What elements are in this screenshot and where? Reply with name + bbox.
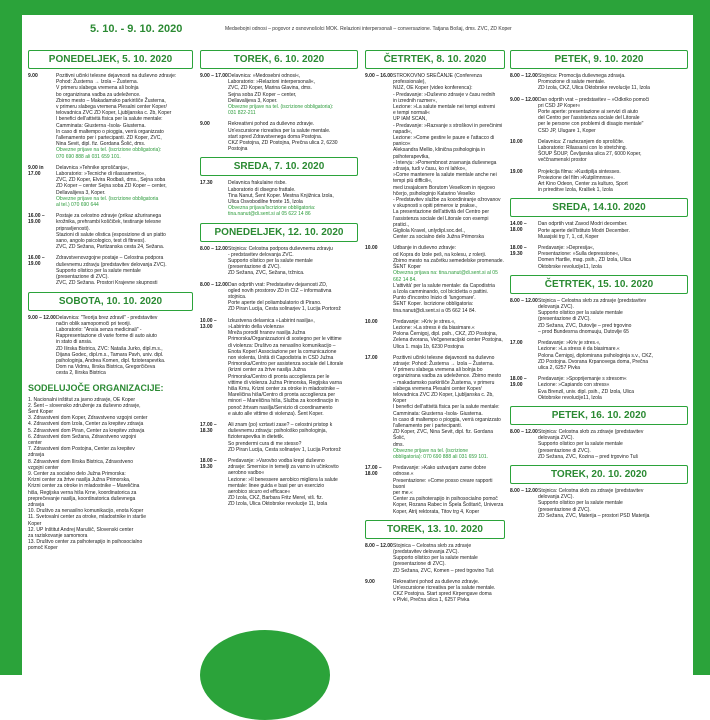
event-time: 8.00 – 12.00 (510, 73, 538, 79)
event (28, 315, 193, 377)
event (365, 579, 505, 604)
organizations-title: SODELUJOČE ORGANIZACIJE: (28, 382, 164, 393)
event-time: 19.00 (510, 168, 523, 175)
event (510, 429, 688, 460)
day-header: PETEK, 9. 10. 2020 (510, 50, 688, 69)
event (365, 543, 505, 574)
event-registration: Obvezna prijava/Iscrizione obbligatoria: tina.nanut@di.sent.si al 05 622 14 86 (228, 205, 316, 218)
event (510, 73, 688, 92)
event-description: Stojnica – Celostna skrb za zdravje (predstavitev delovanja ZVC). Supporto olistico per la salute mentale (presentazione di ZVC). ZD Sežana, ZVC, Komen – pred trgovino Tuš (393, 542, 494, 574)
day-header: ČETRTEK, 15. 10. 2020 (510, 275, 688, 294)
event-time: 9.00 – 17.00 (200, 73, 228, 79)
event (200, 318, 358, 417)
event-description: Projekcija filma: »Kustipilja sintesses. Proiezione del film »Kutpilmnnse«. Art Kino Odeon, Center za kulturo, Sport in prireditve Izola, Kralšek 1, Izola (538, 168, 628, 194)
event-time: 17.00 – 18.00 (365, 465, 382, 478)
event-description: Delavnica: »Medosebni odnosi«, Laboratorio: »Relazioni interpersonali«, ZVC, ZD Koper, Marina Glavina, dms. Sejna soba ZD Koper – center, Dellavalijeva 3, Koper. (228, 73, 315, 104)
day-header: PETEK, 16. 10. 2020 (510, 406, 688, 425)
event-description: Delavnica: Z raztezanjem do sproščite. Laboratorio: Rilassarsi con lo stretching. ŠOUP ŠOUP, Čevljarska ulica 27, 6000 Koper, veččnamenski prostor (538, 138, 642, 164)
event (200, 121, 358, 152)
event (200, 246, 358, 277)
event-description: Rekreativni pohod za duševno zdravje. Un'escursione ricreativa per la salute mentale. CKZ Postojna. Start spred Kirpengave doma v Pivki, Prečna ulica 1, 6257 Pivka (393, 578, 496, 604)
organizations-list: 1. Nacionalni inštitut za javno zdravje, OE Koper 2. Šent – slovensko združenje za duševno zdravje, Šent Koper 3. Zdravstveni dom Koper, Zdravstveno vzgojni center 4. Zdravstveni dom Izola, Center za krepitev zdravja 5. Zdravstveni dom Piran, Center za krepitev zdravja 6. Zdravstveni dom Sežana, Zdravstveno vzgojni center 7. Zdravstveni dom Postojna, Center za krepitev zdravja 8. Zdravstveni dom Ilirska Bistrica, Zdravstveno vzgojni center 9. Center za socialno delo Južna Primorska: Krizni center za žrtve nasilja Južna Primorska, Krizni center za otroke in mladostnike – Mareličina hiša, Regijska verna hiša Krne, koordinatorica za preprečevanje nasilja, koordinatorica duševnega zdravja 10. Društvo za nenasilno komunikacijo, enota Koper 11. Svetovalni center za otroke, mladostnike in starše Koper 12. UP Inštitut Andrej Marušič, Slovenski center za raziskovanje samomora 13. Društvo center za psihoterapijo in psihosocialno pomoč Koper (28, 396, 148, 552)
event-description: Dan odprtih vrat Zavod Modri december. Porte aperte dell'Istituto Modri December. Muasjski trg 7, 1, cd, Koper (538, 221, 630, 240)
event-description: Stojnica: Celostna skrb za zdravje (predstavitev delovanja ZVC). Supporto olistico per la salute mentale (presentazione di ZVC). ZD Sežana, ZVC, Materija – prostori PSD Materija (538, 487, 650, 519)
day-header: ČETRTEK, 8. 10. 2020 (365, 50, 505, 69)
event-description: Predavanje: »Kriv je stres.«, Lezione: »La stress è da biasimare.« Polona Černigoj, dipl. psih., CKZ, ZD Postojna, Zelena dvorana, Večgeneracijski center Postojna, Ulica 1. maja 1b, 6230 Postojna (393, 318, 503, 350)
event-description: Udbanje in duševno zdravje: od Kopra do Izole peš, na kolesu, z rolerji. Zbirno mesto na začetku semedelske promenade. ŠENT Koper (393, 245, 504, 271)
event (200, 282, 358, 313)
schedule-column-2 (200, 50, 358, 513)
top-summary-row (22, 15, 693, 42)
event-time: 16.00 – 19.00 (28, 255, 45, 268)
event (365, 355, 505, 460)
event (200, 180, 358, 217)
event-description: Pozitivni učinki telesne dejavnosti na duševno zdravje: Pohod: Žusterna → Izola – Žusterna. V primeru slabega vremena ali bolnja bo organizirana vadba za udeležence. Zbirno mesto – makadamsko parkirišče Žusterna, v primeru slabega vremena Plesalni center Koper/ telovadnica ZVC ZD Koper, Ljubljanska c. 2b, Koper I benefici dell'attività fisica per la salute mentale: Camminata: Giusterna -Isola- Giusterna. In caso di maltempo o pioggia, verrà organizzato l'allenamento per i partecipanti. ZD Koper, ZVC, Nina Sevit, dipl. fiz. Gordana Šolić, dms. (393, 354, 502, 448)
event-description: Delavnica frakulaine risbe. Laboratorio di disegno frattale. Tina Nanut, Šent Koper. Mestna Knjižnica Izola, Ulica Osvobodilne fronte 15, Izola (228, 180, 334, 206)
event-description: Stojnica: Promocija duševnega zdravja. Promozione di salute mentale. ZD Izola, CKZ, Ulica Oktobrske revolucije 11, Izola (538, 73, 650, 92)
event-time: 18.00 – 19.30 (200, 457, 217, 470)
event (28, 73, 193, 160)
top-date-range: 5. 10. - 9. 10. 2020 (90, 22, 183, 35)
event-time: 8.00 – 12.00 (365, 542, 393, 549)
event (365, 73, 505, 240)
event-time: 9.00 – 12.00 (510, 96, 538, 103)
event-description: Predavanje: »Kako ustvarjam zame dobre odnose.« Presentazione: »Come posso creare rapporti buoni per me.« Center za psihoterapijo in psihosocialno pomoč Koper, Rozana Rabec in Špela Šoštarič, Univerza Koper, Atrij rektorata, Titov trg 4, Koper (393, 465, 504, 515)
day-header: PONEDELJEK, 5. 10. 2020 (28, 50, 193, 69)
event-time: 8.00 – 12.00 (510, 428, 538, 435)
event-description: Izkustvena delavnica »Labirint nasilja«, »Labirinto della violenza« Mreža porodil hranov nasilja Južna Primorska/Organizzazioni di sostegno per le vittime di violenza: Društvo za nenasilno komunikacijo – Enota Koper/ Associazione per la comunicazione non violenta, Unità di Capodistria in CSD Južna Primorska/Centro per assistenza sociale del Litorale (krizni center za žrtve nasilja Južna Primorska/Centro di pronta accoglienza per le vittime di violenza Južna Primorska, Regijska varna hiša Krnu, Krizni center za otroke in mladostnike – Mareličina hiša/Centro di pronta accoglienza per minori – Mareličina hiša, Služba za koordinacijo in ponoč žrtvam nasilja/Servizio di coordinamento e aiuto alle vittime di violenza). Šent Koper. (228, 317, 344, 417)
event-time: 10.00 (510, 138, 523, 145)
event-time: 8.00 – 12.00 (510, 487, 538, 494)
day-header: TOREK, 20. 10. 2020 (510, 465, 688, 484)
event-description: Dan odprtih vrat: Predstavitev dejavnosti ZD, ogled novih prostorov ZD in CIZ – informativna stojnica. Porte aperte del poliambulatorio di Pirano. ZD Piran Lucija, Cesta solinarjev 1, Lucija Portorož (228, 281, 341, 313)
event (365, 245, 505, 313)
event-time: 18.00 – 19.30 (510, 245, 527, 258)
event (200, 422, 358, 453)
event-time: 9.00 – 12.00 (28, 314, 56, 321)
event (28, 255, 193, 286)
event-registration: Obvezne prijave na tel. (iscrizione obbligatoria): 070 690 888 ali 031 659 101. (56, 147, 162, 160)
day-header: PONEDELJEK, 12. 10. 2020 (200, 223, 358, 242)
event-time: 14.00 – 18.00 (510, 221, 527, 234)
event-description: Delavnica: "Teorija brez zdravil" - predstavitev način oblik samopomoči pri teoriji. Laboratorio: "Ansia senza medicinali" - Rappresentazione di varie forme di auto aiuto in stato di ansia. ZD Ilirska Bistrica, ZVC: Nataša Jurko, dipl.m.s., Dijana Godec, dipl.m.s., Tamara Pavh, univ. dipl. psihologinja, Andrea Komen, dipl. fizioterapevtka. Dom na Vidmu, Ilirska Bistrica, Gregorčičeva cesta 2, Ilirska Bistrica (56, 314, 166, 377)
event-description: Postaje za celostno zdravje (prikaz ažuriranega krožnika, prehrambi koščiček, testiranje telesne pripravljenosti). Stazioni di salute olistica (esposizione di un piatto sano, angolo psicologico, test di fitness). ZVC, ZD Sežana, Partizanska cesta 24, Sežana. (56, 213, 166, 251)
event-time: 9.00 (28, 73, 38, 79)
top-event-info: Medsebojni odnosi – pogovor z osnovnošolci MOK. Relazioni interpersonali – conversazione. Tatjana Bošaj, dms. ZVC, ZD Koper (225, 25, 512, 32)
event-description: Predavanje: »Kriv je stres.«, Lezione: »La stress è da biasimare.« Polona Černigoj, diplomirana psihologinja s.v., CKZ, ZD Postojna. Dvorana Krpanovega doma, Prečna ulica 2, 6257 Pivka (538, 340, 653, 371)
event-time: 8.00 – 12.00 (200, 281, 228, 288)
event-time: 17.00 (365, 354, 378, 361)
event-description: Ali znam (po) vzrtavti zase? – celostni pristop k duševnemu zdravju: psihološko psihologinja, fizioterapevtka in dietetik. So prendermi cura di me stesso? ZD Piran Lucija, Cesta solinarjev 1, Lucija Portorož (228, 421, 341, 453)
event-description: Dan odprtih vrat – predstavitev – »Odkriko pomoči pri CSD JP Koper« Porte aperte: presentazione ai servizi di aiuto del Centro per l'assistenza sociale del Litorale per le persone con problemi di disagio mentale" CSD JP, Ulugare 1, Koper (538, 96, 650, 134)
left-green-band (0, 0, 22, 675)
event-description: Predavanje: »Varovbo vodba krepi duševno zdravje: Smernice in temelji za varno in učinkovito aerobno vadbo« Lezione: »Il benessere aerobico migliora la salute mentale: linee guida e basi per un esercizio aerobico sicuro ed efficace« ZD Izola, CKZ, Barbara Fritz Merel, viš. fiz. ZD Izola, Ulica Oktobrske revolucije 11, Izola (228, 457, 339, 508)
event-time: 17.30 (200, 180, 213, 187)
event (510, 488, 688, 519)
event (28, 165, 193, 208)
event (510, 298, 688, 335)
event-time: 8.00 – 12.00 (510, 297, 538, 304)
event (200, 73, 358, 116)
event (365, 465, 505, 515)
event (510, 340, 688, 371)
event-description: Stojnica: Celostna podpora duševnemu zdravju - predstavitev delovanja ZVC. Supporto olistico per la salute mentale (presentazione di ZVC). ZD Sežana, ZVC, Sežana, tržnica. (228, 245, 333, 277)
day-header: TOREK, 6. 10. 2020 (200, 50, 358, 69)
event-time: 10.00 (365, 245, 378, 252)
event-registration: Obvezne prijave na tel. (iscrizione obbligatoria): 031 822-211 (228, 104, 334, 117)
event-time: 16.00 – 19.00 (28, 213, 45, 226)
event (510, 245, 688, 270)
day-header: SREDA, 14.10. 2020 (510, 198, 688, 217)
event-registration: Obvezne prijave na tel. (iscrizione obbligatoria al tel.) 070 690 644 (56, 195, 159, 209)
day-header: SREDA, 7. 10. 2020 (200, 157, 358, 176)
day-header: SOBOTA, 10. 10. 2020 (28, 292, 193, 311)
event-time: 18.00 – 19.00 (510, 376, 527, 389)
event-description: Predavanje: »Spoprijemanje s stresom« Lezione: »Capiando con stress« Eva Brenzil, univ. dipl. psih., ZD Izola, Ulica Oktobrske revolucije11, Izola (538, 376, 635, 401)
event (510, 97, 688, 134)
event-time: 8.00 – 12.00 (200, 245, 228, 252)
event-description: Zdravstvenovzgojne postaje – Celostna podpora duševnemu zdravju (predstavitev delovanja ZVC). Supporto olistico per la salute mentale (presentazione di ZVC). ZVC, ZD Sežana. Prostori Krajevne skupnosti (56, 255, 167, 287)
event-description-italian: L'attività' per la salute mentale: da Capodistria a Izola camminando, col bicicletta o pattini. Punto d'incontro Inizio di 'lungomare'. ŠENT Koper. Iscrizione obbligatoria: tina.nanut@di.sent.si a 05 662 14 84. (393, 282, 495, 314)
event-time: 9.00 in 17.00 (28, 164, 44, 177)
event (200, 458, 358, 508)
event-time: 9.00 – 16.00 (365, 73, 393, 79)
event-description: Predavanje: »Depresija«, Presentazione: »Sulla depressione«, Domen Hartlie, mag. psih., ZD Izola, Ulica Oktobrske revolucije11, Izola (538, 245, 632, 270)
event (510, 169, 688, 194)
event-time: 10.00 (365, 318, 378, 325)
event (510, 376, 688, 401)
schedule-column-4 (510, 50, 688, 524)
event-time: 17.00 (510, 340, 523, 347)
event (365, 319, 505, 350)
event (510, 139, 688, 164)
event-description: Rekreativni pohod za duševno zdravje. Un'escursione ricreativa per la salute mentale. start spred Zdravstvenega doma Postojna. CKZ Postojna, ZD Postojna, Prečna ulica 2, 6230 Postojna (228, 121, 338, 153)
event-time: 9.00 (365, 578, 375, 585)
event-description: Delavnica »Tehnike sproščanja«, Laboratorio: »Tecniche di rilassamento«, ZVC, ZD Koper, Elvira Rodbaš, dms., Sejna soba ZD Koper – center Sejna soba ZD Koper – center, Dellavalijeva 3, Koper. (56, 164, 167, 196)
event-description: Pozitivni učinki telesne dejavnosti na duševno zdravje: Pohod: Žusterna → Izola – Žusterna. V primeru slabega vremena ali bolnja bo organizirana vadba za udeležence. Zbirno mesto – Makadamsko parkirišče Žusterna, v primeru slabega vremena Plesalni center Koper/ telovadnica ZVC ZD Koper, Ljubljanska c. 2b, Koper I benefici dell'attività fisica per la salute mentale: Camminata: Giusterna -Isola- Giusterna. In caso di maltempo o pioggia, verrà organizzato l'allenamento per i partecipanti. ZD Koper, ZVC, Nina Sevit, dipl. fiz. Gordana Šolić, dms. (56, 73, 177, 148)
event-description: Stojnica – Celostna skrb za zdravje (predstavitev delovanja ZVC). Supporto olistico per la salute mentale (presentazione di ZVC). ZD Sežana, ZVC, Dutovlje – pred trgovino – prod Bundesrna dnomuuju, Dutovlje 65 (538, 297, 647, 335)
event-registration: Obvezna prijava na: tina.nanut@di.sent.si al 05 662 14 84. (393, 270, 498, 283)
event-time: 17.00 – 18.30 (200, 421, 217, 434)
top-green-band (0, 0, 710, 15)
event-description: STROKOVNO SREČANJE (Conferenza professionale), NIJZ, OE Koper (video konferenca): - Predavanje: »Duševno zdravje v času rednih in izrednih razmer«, Lezione: »La salute mentale nei tempi estremi e tempi normali« UP IAM SCAN, - Predavanje: »Razvanje s stroškovi in perečinimi napadi«, Lezione: »Come gestire le paure e l'attacco di panico« Aleksandra Mellio, klinična psihologinja in psihoterapevtka, - Intervju: »Pomembnost zravnanja duševnega zdravja, tudi v času, ko ni lahko«, »Come mantenere la salute mentale anche nei tempi più difficili«, med izvajalcem Borutom Veselkom in njegovo hčerjo, psihologinjo Katarino Veselko - Predstavitev službe za koordiniranje ožrovanov v skupnosti s opiti primerov iz prakse., La presentazione dell'attività del Centro per l'assistenza sociale del Litorale con esempi pratici., Gigliola Kravel, unlydipl.soc.del., Center za socialno delo Južna Primorska (393, 73, 503, 241)
event (28, 213, 193, 250)
schedule-column-3 (365, 50, 505, 609)
event-registration: Obvezne prijave na tel. (iscrizione obbligatoria): 070 690 888 ali 031 659 101. (393, 447, 489, 460)
green-logo-shape (200, 630, 330, 720)
event (510, 221, 688, 240)
day-header: TOREK, 13. 10. 2020 (365, 520, 505, 539)
event-time: 10.00 – 13.00 (200, 317, 217, 330)
right-green-band (693, 0, 710, 675)
event-time: 9.00 (200, 121, 210, 128)
event-description: Stojnica: Celostna skrb za zdravje (predstavitev delovanja ZVC). Supporto olistico per la salute mentale (presentazione di ZVC). ZD Sežana, ZVC, Kozina – pred trgovino Tuš (538, 428, 644, 460)
schedule-column-1 (28, 50, 193, 552)
